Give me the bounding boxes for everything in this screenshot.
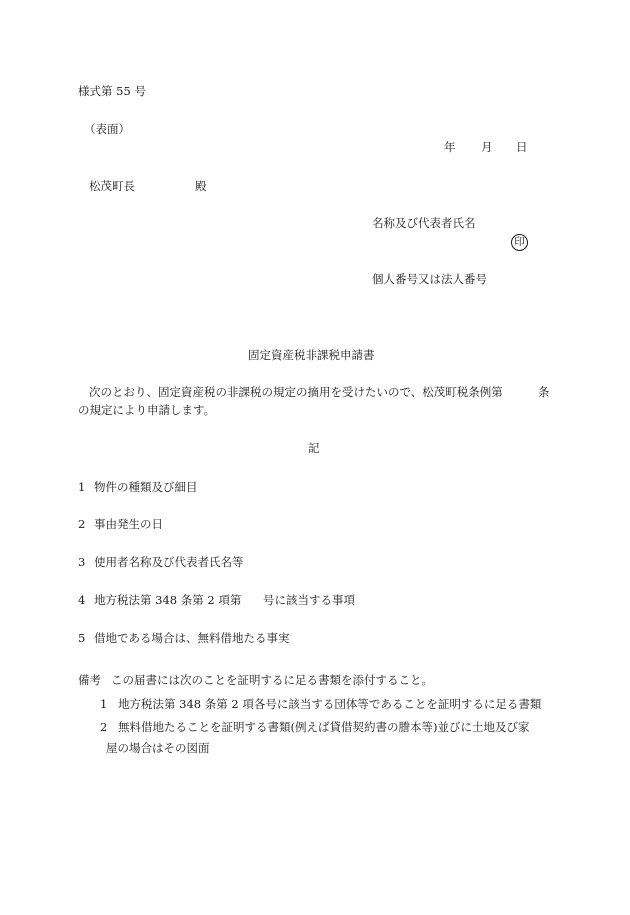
remarks-intro: この届書には次のことを証明するに足る書類を添付すること。 <box>111 673 433 687</box>
item-text-a: 地方税法第 348 条第 2 項第 <box>94 593 242 607</box>
item-5 <box>78 631 290 645</box>
applicant-number-label: 個人番号又は法人番号 <box>372 272 487 286</box>
item-number: 3 <box>78 555 86 569</box>
remark-note-1 <box>100 697 542 711</box>
note-number: 1 <box>100 697 108 711</box>
date-month: 月 <box>481 140 493 154</box>
item-text: 借地である場合は、無料借地たる事実 <box>94 631 290 645</box>
item-2 <box>78 517 163 531</box>
item-4 <box>78 593 355 607</box>
seal-mark <box>511 234 528 251</box>
item-text-b: 号に該当する事項 <box>263 593 355 607</box>
item-3 <box>78 555 244 569</box>
item-number: 1 <box>78 480 86 494</box>
item-number: 5 <box>78 631 86 645</box>
item-1 <box>78 480 198 494</box>
body-text-1: 次のとおり、固定資産税の非課税の規定の摘用を受けたいので、松茂町税条例第 <box>89 385 503 399</box>
note-number: 2 <box>100 720 108 734</box>
item-text: 事由発生の日 <box>94 517 163 531</box>
item-text: 使用者名称及び代表者氏名等 <box>94 555 244 569</box>
remark-note-2-cont: 屋の場合はその図面 <box>106 741 210 755</box>
note-text: 無料借地たることを証明する書類(例えば貸借契約書の謄本等)並びに土地及び家 <box>118 720 530 734</box>
date-day: 日 <box>516 140 528 154</box>
body-line-1 <box>89 385 550 399</box>
item-number: 2 <box>78 517 86 531</box>
date-year: 年 <box>444 140 456 154</box>
remarks-label: 備考 <box>78 673 101 687</box>
item-text: 物件の種類及び細目 <box>94 480 198 494</box>
document-title: 固定資産税非課税申請書 <box>248 348 375 362</box>
applicant-name-label: 名称及び代表者氏名 <box>372 216 476 230</box>
addressee-name: 松茂町長 <box>89 179 135 193</box>
remarks <box>78 673 433 687</box>
body-line-2: の規定により申請します。 <box>78 403 216 417</box>
body-article: 条 <box>538 385 550 399</box>
seal-icon: 印 <box>511 234 528 251</box>
form-number: 様式第 55 号 <box>78 84 146 98</box>
addressee-honorific: 殿 <box>195 179 207 193</box>
remark-note-2 <box>100 720 530 734</box>
side-label: （表面） <box>84 122 130 136</box>
addressee <box>89 179 207 193</box>
item-number: 4 <box>78 593 86 607</box>
ki-heading: 記 <box>308 441 320 455</box>
note-text: 地方税法第 348 条第 2 項各号に該当する団体等であることを証明するに足る書類 <box>118 697 542 711</box>
